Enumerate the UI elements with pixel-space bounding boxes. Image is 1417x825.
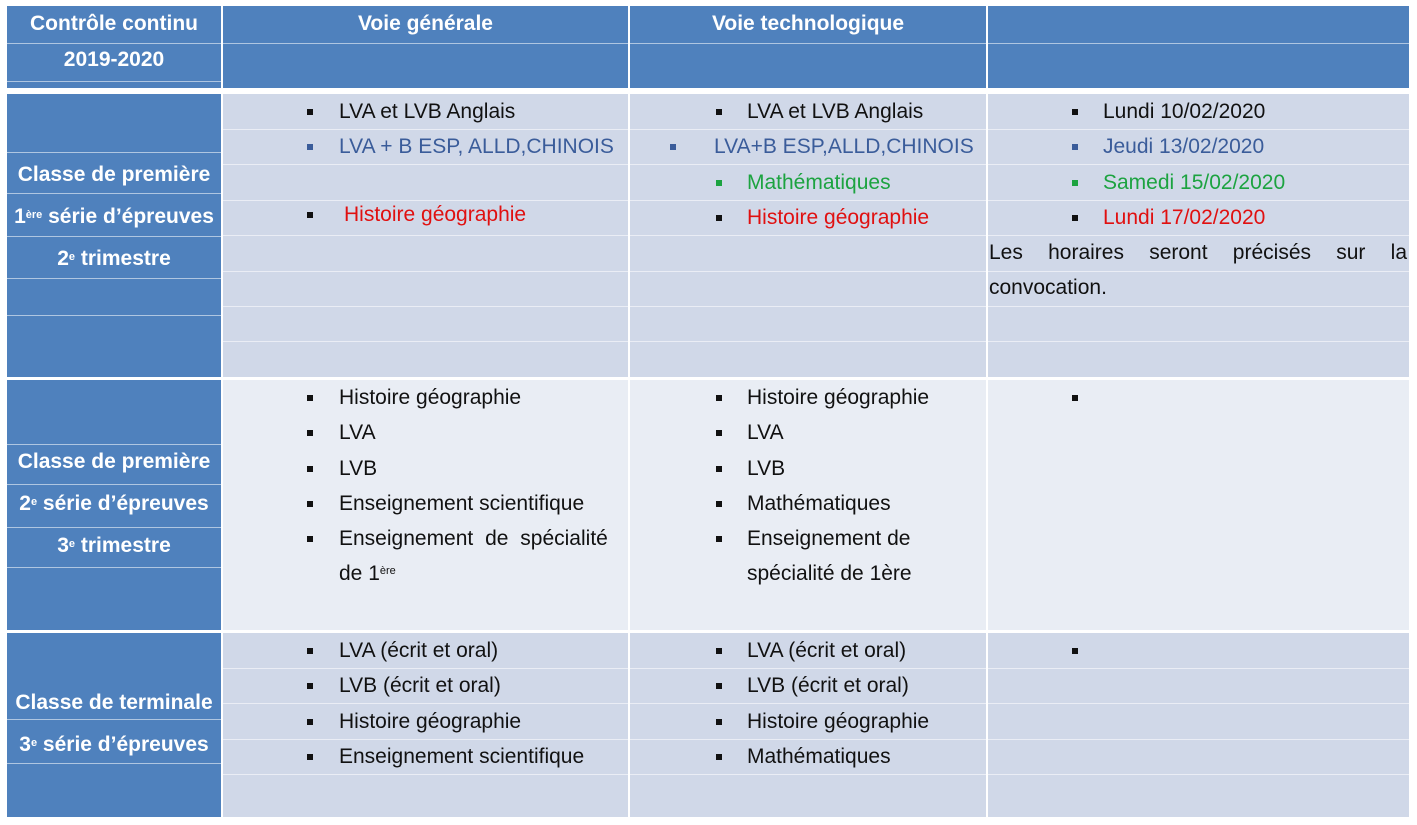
list-item: LVB <box>307 451 608 486</box>
header-voie-generale: Voie générale <box>357 12 493 35</box>
list-item: LVA et LVB Anglais <box>307 94 614 129</box>
header-cell-dates <box>988 6 1409 88</box>
row3-label-line1: Classe de terminale <box>15 691 213 714</box>
header-title-line1: Contrôle continu <box>30 12 198 35</box>
header-title-line2: 2019-2020 <box>63 48 165 71</box>
header-voie-technologique: Voie technologique <box>711 12 905 35</box>
row3-generale-list <box>307 633 584 774</box>
row3-techno-list <box>716 633 929 774</box>
list-item: Histoire géographie <box>716 704 929 739</box>
row3-dates-cell <box>988 633 1409 817</box>
row1-dates-note: Les horaires seront précisés sur la convocation. <box>989 241 1407 300</box>
row1-dates-cell <box>988 94 1409 377</box>
list-item: LVA+B ESP,ALLD,CHINOIS <box>670 129 974 164</box>
list-item: Samedi 15/02/2020 <box>1072 165 1285 200</box>
list-item: LVB <box>716 451 929 486</box>
row2-label-line2: 2e série d’épreuves <box>19 492 209 515</box>
row1-techno-cell <box>630 94 986 377</box>
row2-techno-list <box>716 380 929 592</box>
row1-techno-list <box>716 94 923 129</box>
list-item: Enseignement scientifique <box>307 486 608 521</box>
list-item: Enseignement de <box>716 521 929 556</box>
list-item: Histoire géographie <box>716 200 929 235</box>
list-item-continuation: spécialité de 1ère <box>747 562 912 586</box>
row2-dates-cell <box>988 380 1409 630</box>
row1-dates-list <box>1072 94 1285 235</box>
list-item: Mathématiques <box>716 486 929 521</box>
list-item: LVB (écrit et oral) <box>307 668 584 703</box>
list-item: Histoire géographie <box>307 380 608 415</box>
row2-generale-list <box>307 380 608 592</box>
row3-generale-cell <box>223 633 628 817</box>
row1-generale-list <box>307 94 614 165</box>
list-item: LVA et LVB Anglais <box>716 94 923 129</box>
list-item: Mathématiques <box>716 739 929 774</box>
list-item: Enseignement scientifique <box>307 739 584 774</box>
row1-techno-list-c <box>716 165 929 236</box>
row3-label <box>7 633 221 817</box>
list-item: Histoire géographie <box>307 197 526 232</box>
header-cell-voie-generale <box>223 6 628 88</box>
list-item: Enseignement de spécialité <box>307 521 608 556</box>
list-item: Histoire géographie <box>716 380 929 415</box>
list-item-continuation: de 1ère <box>339 562 396 586</box>
row1-label-line3: 2e trimestre <box>57 247 171 270</box>
list-item: Lundi 17/02/2020 <box>1072 200 1285 235</box>
list-item: Histoire géographie <box>307 704 584 739</box>
list-item: LVA <box>716 415 929 450</box>
header-cell-voie-technologique <box>630 6 986 88</box>
row1-label-line1: Classe de première <box>17 163 211 186</box>
row1-label <box>7 94 221 377</box>
row3-techno-cell <box>630 633 986 817</box>
list-item: Mathématiques <box>716 165 929 200</box>
list-item: LVA + B ESP, ALLD,CHINOIS <box>307 129 614 164</box>
row2-label-line1: Classe de première <box>17 450 211 473</box>
row2-label <box>7 380 221 630</box>
row1-label-line2: 1ère série d’épreuves <box>14 205 214 228</box>
row2-techno-cell <box>630 380 986 630</box>
row1-generale-cell <box>223 94 628 377</box>
row1-techno-list-b <box>670 129 974 164</box>
list-item: LVA (écrit et oral) <box>716 633 929 668</box>
list-item: Jeudi 13/02/2020 <box>1072 129 1285 164</box>
row1-generale-list-2 <box>307 197 526 232</box>
row2-generale-cell <box>223 380 628 630</box>
row3-label-line2: 3e série d’épreuves <box>19 733 209 756</box>
list-item: LVB (écrit et oral) <box>716 668 929 703</box>
header-cell-controle <box>7 6 221 88</box>
list-item: Lundi 10/02/2020 <box>1072 94 1285 129</box>
list-item: LVA <box>307 415 608 450</box>
row2-label-line3: 3e trimestre <box>57 534 171 557</box>
list-item: LVA (écrit et oral) <box>307 633 584 668</box>
